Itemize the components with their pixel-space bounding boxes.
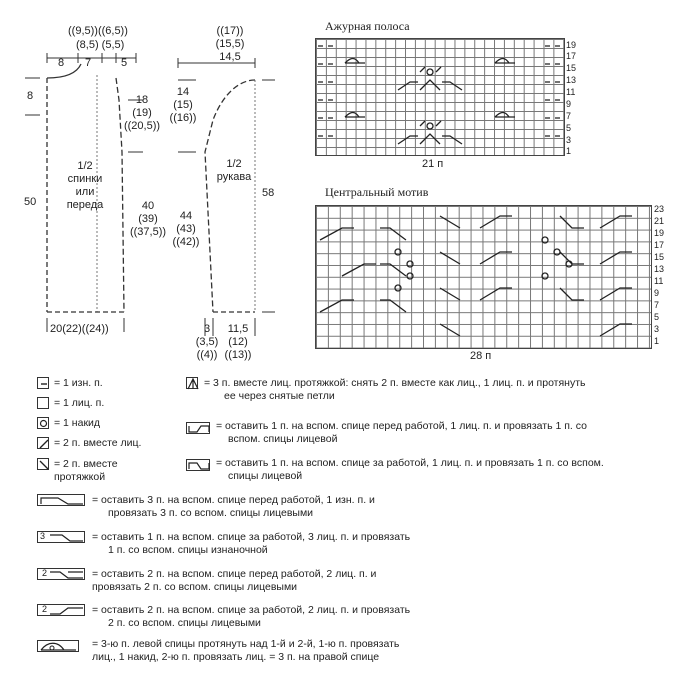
sleeve-side-length: 44 (43) ((42)) [172,210,200,248]
back-top-label-1: ((9,5))((6,5)) [68,25,128,37]
chart-bottom-stitch-count: 28 п [470,350,492,362]
chart-top-row-19: 19 [566,40,577,50]
chart-top-row-1: 1 [566,146,572,156]
chart-bottom-row-15: 15 [654,252,665,262]
legend-k2tog: = 2 п. вместе лиц. [54,437,142,449]
back-armhole-height: 18 (19) ((20,5)) [123,94,161,132]
chart-top-stitch-count: 21 п [422,158,444,170]
back-height: 50 [24,196,37,208]
chart-bottom-row-1: 1 [654,336,660,346]
back-center-label: 1/2 спинки или переда [66,160,104,211]
chart-top-row-3: 3 [566,135,572,145]
chart-top-title: Ажурная полоса [325,19,410,33]
back-side-length: 40 (39) ((37,5)) [129,200,167,238]
chart-bottom-row-9: 9 [654,288,660,298]
sleeve-center-label: 1/2 рукава [216,158,252,183]
cable-2-front-symbol: 2 [37,568,85,580]
back-neck-depth: 8 [27,90,34,102]
k2tog-symbol [37,437,49,449]
back-bottom-width: 20(22)((24)) [50,323,109,335]
chart-top-row-15: 15 [566,63,577,73]
chart-bottom-row-11: 11 [654,276,664,286]
cable-3-front-symbol [37,494,85,506]
chart-top-row-7: 7 [566,111,572,121]
cdd-symbol [186,377,198,389]
chart-bottom-row-19: 19 [654,228,665,238]
legend-cable-3-front: = оставить 3 п. на вспом. спице перед работой, 1 изн. п. и провязать 3 п. со вспом. спицы лицевыми [92,494,375,519]
legend-cable-2-back: = оставить 2 п. на вспом. спице за работой, 2 лиц. п. и провязать 2 п. со вспом. спицы лицевыми [92,604,411,629]
chart-top-row-13: 13 [566,75,577,85]
sleeve-height: 58 [262,187,275,199]
legend-purl: = 1 изн. п. [54,377,103,389]
legend-knit: = 1 лиц. п. [54,397,105,409]
yarn-over-symbol [37,417,49,429]
chart-bottom-row-3: 3 [654,324,660,334]
chart-top-row-9: 9 [566,99,572,109]
legend-cross-back: = оставить 1 п. на вспом. спице за работой, 1 лиц. п. и провязать 1 п. со вспом. спицы лицевой [216,457,604,482]
chart-bottom-row-13: 13 [654,264,665,274]
chart-top-row-17: 17 [566,51,577,61]
cross-front-symbol [186,422,210,434]
pass-over-symbol [37,640,79,652]
chart-bottom-row-17: 17 [654,240,665,250]
chart-top-row-5: 5 [566,123,572,133]
legend-cable-2-front: = оставить 2 п. на вспом. спице перед работой, 2 лиц. п. и провязать 2 п. со вспом. спицы лицевыми [92,568,377,593]
back-top-label-2: (8,5) (5,5) [76,39,125,51]
legend-cdd: = 3 п. вместе лиц. протяжкой: снять 2 п. вместе как лиц., 1 лиц. п. и протянуть ее через снятые петли [204,377,586,402]
chart-bottom-row-7: 7 [654,300,660,310]
chart-bottom-row-21: 21 [654,216,665,226]
sleeve-cuff-offset: 3 (3,5) ((4)) [195,323,219,361]
cable-3-back-symbol: 3 [37,531,85,543]
sleeve-cap-height: 14 (15) ((16)) [169,86,197,124]
sleeve-top-width: ((17)) (15,5) 14,5 [215,25,245,63]
sleeve-cuff-width: 11,5 (12) ((13)) [224,323,252,361]
legend-cable-3-back: = оставить 1 п. на вспом. спице за работой, 3 лиц. п. и провязать 1 п. со вспом. спицы изнаночной [92,531,411,556]
legend-cross-front: = оставить 1 п. на вспом. спице перед работой, 1 лиц. п. и провязать 1 п. со вспом. спицы лицевой [216,420,587,445]
knit-symbol [37,397,49,409]
purl-symbol [37,377,49,389]
k2tog-tbl-symbol [37,458,49,470]
back-width-neck: 7 [85,57,92,69]
chart-bottom-row-23: 23 [654,204,665,214]
back-width-armhole: 5 [121,57,128,69]
chart-bottom-title: Центральный мотив [325,185,429,199]
legend-k2tog-tbl: = 2 п. вместе протяжкой [54,458,118,483]
chart-bottom-row-5: 5 [654,312,660,322]
legend-pass-over: = 3-ю п. левой спицы протянуть над 1-й и 2-й, 1-ю п. провязать лиц., 1 накид, 2-ю п. провязать лиц. = 3 п. на правой спице [92,638,400,663]
chart-top-row-11: 11 [566,87,576,97]
cross-back-symbol [186,459,210,471]
back-width-shoulder: 8 [58,57,65,69]
cable-2-back-symbol: 2 [37,604,85,616]
legend-yarn-over: = 1 накид [54,417,101,429]
